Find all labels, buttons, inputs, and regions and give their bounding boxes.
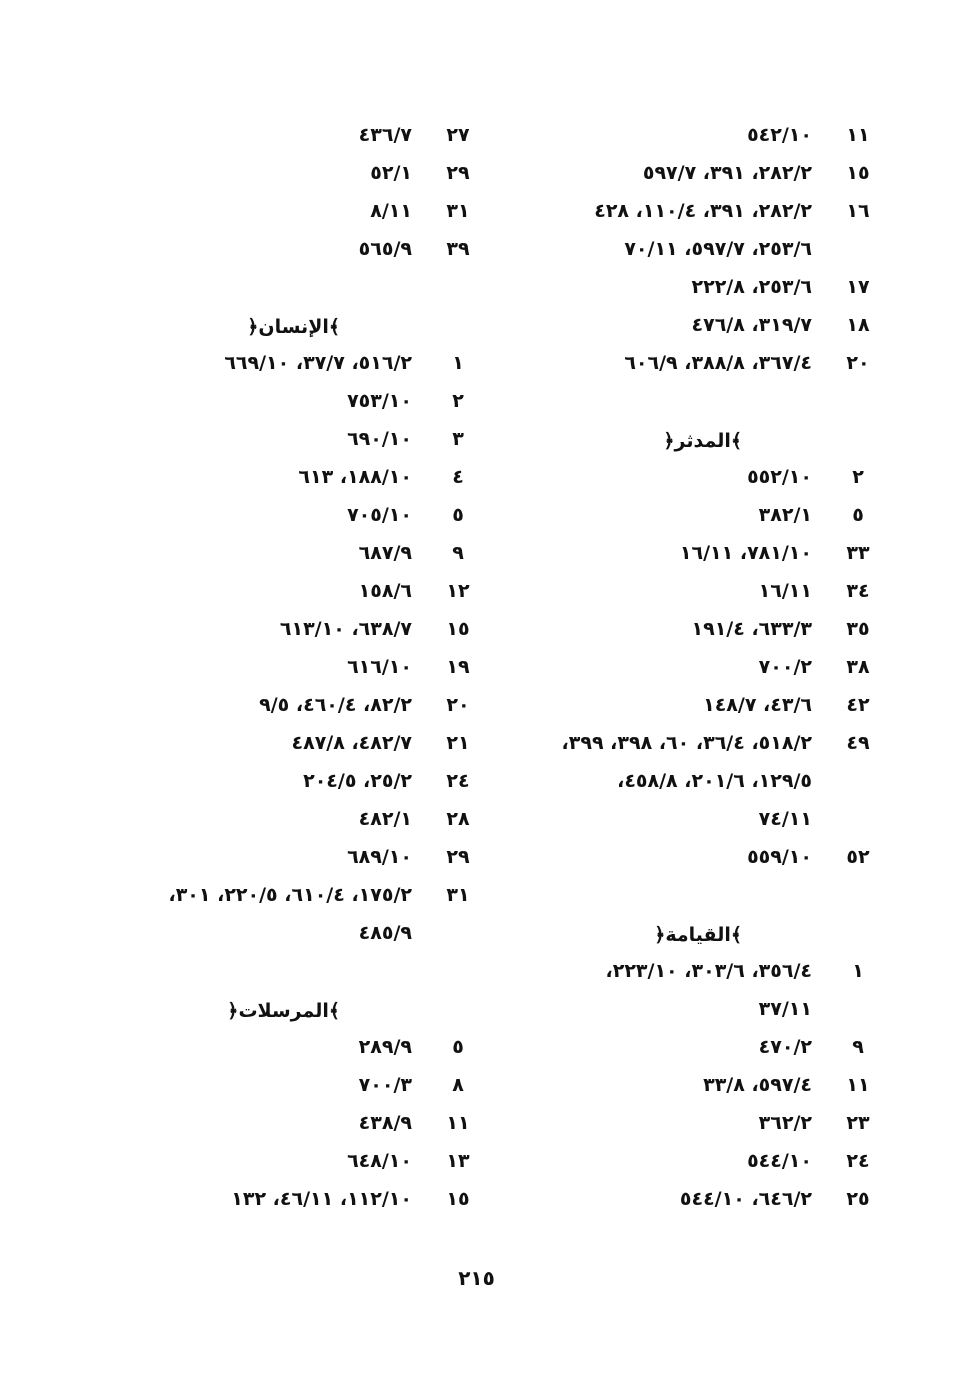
- index-entry: [500, 764, 872, 802]
- volume-page-refs: ٤٣٨/٩: [358, 1112, 412, 1134]
- verse-number: ٢٤: [846, 1150, 870, 1172]
- index-entry: [500, 1182, 872, 1220]
- index-entry: [500, 156, 872, 194]
- verse-number: ٣٨: [846, 656, 870, 678]
- verse-number: ٥: [852, 504, 864, 526]
- index-entry: [100, 726, 472, 764]
- verse-number: ٩: [852, 1036, 864, 1058]
- index-entry: [100, 802, 472, 840]
- volume-page-refs: ٥٤٤/١٠: [747, 1150, 812, 1172]
- index-entry: [500, 954, 872, 992]
- verse-number: ٣٤: [846, 580, 870, 602]
- volume-page-refs: ٥١٨/٢، ٣٦/٤، ٦٠، ٣٩٨، ٣٩٩،: [561, 732, 812, 754]
- section-gap: [500, 384, 872, 422]
- index-entry: [100, 194, 472, 232]
- volume-page-refs: ٣٨٢/١: [758, 504, 812, 526]
- index-entry: [100, 764, 472, 802]
- left-column: [100, 118, 472, 1220]
- verse-number: ٤: [452, 466, 464, 488]
- volume-page-refs: ٢٥٣/٦، ٥٩٧/٧، ٧٠/١١: [624, 238, 812, 260]
- verse-number: ٨: [452, 1074, 464, 1096]
- verse-number: ٢١: [446, 732, 470, 754]
- volume-page-refs: ٧٨١/١٠، ١٦/١١: [679, 542, 812, 564]
- volume-page-refs: ٦٨٩/١٠: [347, 846, 412, 868]
- volume-page-refs: ٤٧٠/٢: [758, 1036, 812, 1058]
- index-entry: [500, 536, 872, 574]
- volume-page-refs: ٧٠٠/٢: [758, 656, 812, 678]
- verse-number: ٢٥: [846, 1188, 870, 1210]
- volume-page-refs: ٤٣٦/٧: [358, 124, 412, 146]
- index-entry: [100, 1068, 472, 1106]
- verse-number: ٤٢: [846, 694, 870, 716]
- verse-number: ١١: [846, 124, 870, 146]
- volume-page-refs: ٥٩٧/٤، ٣٣/٨: [703, 1074, 812, 1096]
- volume-page-refs: ٢٨٢/٢، ٣٩١، ١١٠/٤، ٤٢٨: [594, 200, 812, 222]
- verse-number: ١٧: [846, 276, 870, 298]
- section-gap: [500, 878, 872, 916]
- page-number: ٢١٥: [458, 1266, 495, 1290]
- verse-number: ٣١: [446, 200, 470, 222]
- index-entry: [500, 650, 872, 688]
- index-entry: [500, 1106, 872, 1144]
- verse-number: ١٢: [446, 580, 470, 602]
- volume-page-refs: ٣٦٧/٤، ٣٨٨/٨، ٦٠٦/٩: [624, 352, 812, 374]
- index-entry: [500, 688, 872, 726]
- section-gap: [100, 954, 472, 992]
- index-entry: [500, 308, 872, 346]
- index-entry: [100, 688, 472, 726]
- verse-number: ٥: [452, 504, 464, 526]
- verse-number: ٢٠: [846, 352, 870, 374]
- volume-page-refs: ٤٨٥/٩: [358, 922, 412, 944]
- surah-title: ﴿الإنسان﴾: [247, 316, 340, 338]
- index-entry: [100, 1030, 472, 1068]
- verse-number: ٢٩: [446, 846, 470, 868]
- volume-page-refs: ٧٥٣/١٠: [347, 390, 412, 412]
- verse-number: ٣٣: [846, 542, 870, 564]
- verse-number: ١١: [446, 1112, 470, 1134]
- index-entry: [100, 346, 472, 384]
- verse-number: ٥: [452, 1036, 464, 1058]
- index-entry: [100, 498, 472, 536]
- volume-page-refs: ١٧٥/٢، ٦١٠/٤، ٢٢٠/٥، ٣٠١،: [168, 884, 412, 906]
- verse-number: ٣: [452, 428, 464, 450]
- volume-page-refs: ٦٣٣/٣، ١٩١/٤: [691, 618, 812, 640]
- index-entry: [500, 1068, 872, 1106]
- volume-page-refs: ١١٢/١٠، ٤٦/١١، ١٣٢: [231, 1188, 412, 1210]
- index-entry: [500, 726, 872, 764]
- verse-number: ١٥: [446, 618, 470, 640]
- verse-number: ٢٣: [846, 1112, 870, 1134]
- verse-number: ٢٩: [446, 162, 470, 184]
- volume-page-refs: ٥٢/١: [370, 162, 412, 184]
- index-entry: [100, 1144, 472, 1182]
- verse-number: ٣١: [446, 884, 470, 906]
- volume-page-refs: ٣٥٦/٤، ٣٠٣/٦، ٢٢٣/١٠،: [605, 960, 812, 982]
- index-entry: [500, 346, 872, 384]
- index-entry: [100, 460, 472, 498]
- volume-page-refs: ١٢٩/٥، ٢٠١/٦، ٤٥٨/٨،: [617, 770, 812, 792]
- index-entry: [100, 232, 472, 270]
- verse-number: ١: [852, 960, 864, 982]
- volume-page-refs: ٣١٩/٧، ٤٧٦/٨: [691, 314, 812, 336]
- verse-number: ٢٧: [446, 124, 470, 146]
- verse-number: ١٥: [446, 1188, 470, 1210]
- volume-page-refs: ٧٠٠/٣: [358, 1074, 412, 1096]
- surah-heading: [500, 916, 872, 954]
- index-entry: [500, 992, 872, 1030]
- index-entry: [100, 422, 472, 460]
- index-entry: [100, 156, 472, 194]
- volume-page-refs: ٦٨٧/٩: [358, 542, 412, 564]
- index-entry: [100, 840, 472, 878]
- volume-page-refs: ٥٥٩/١٠: [747, 846, 812, 868]
- volume-page-refs: ٣٧/١١: [758, 998, 812, 1020]
- index-entry: [500, 1030, 872, 1068]
- verse-number: ١٦: [846, 200, 870, 222]
- volume-page-refs: ٥٦٥/٩: [358, 238, 412, 260]
- surah-title: ﴿المدثر﴾: [663, 430, 742, 452]
- index-entry: [100, 536, 472, 574]
- volume-page-refs: ٥١٦/٢، ٣٧/٧، ٦٦٩/١٠: [224, 352, 412, 374]
- index-entry: [500, 574, 872, 612]
- volume-page-refs: ٤٨٢/١: [358, 808, 412, 830]
- volume-page-refs: ٧٠٥/١٠: [347, 504, 412, 526]
- index-entry: [100, 1182, 472, 1220]
- index-entry: [500, 194, 872, 232]
- verse-number: ٣٥: [846, 618, 870, 640]
- index-entry: [100, 1106, 472, 1144]
- index-entry: [500, 840, 872, 878]
- verse-number: ٢٤: [446, 770, 470, 792]
- surah-heading: [100, 992, 472, 1030]
- index-entry: [500, 612, 872, 650]
- volume-page-refs: ٣٦٢/٢: [758, 1112, 812, 1134]
- index-entry: [100, 118, 472, 156]
- verse-number: ١: [452, 352, 464, 374]
- volume-page-refs: ١٨٨/١٠، ٦١٣: [298, 466, 412, 488]
- index-entry: [500, 460, 872, 498]
- volume-page-refs: ٨/١١: [370, 200, 412, 222]
- index-entry: [500, 1144, 872, 1182]
- verse-number: ١٥: [846, 162, 870, 184]
- volume-page-refs: ٤٨٢/٧، ٤٨٧/٨: [291, 732, 412, 754]
- index-entry: [500, 118, 872, 156]
- verse-number: ٢: [452, 390, 464, 412]
- verse-number: ٣٩: [446, 238, 470, 260]
- verse-number: ١٩: [446, 656, 470, 678]
- volume-page-refs: ٢٨٩/٩: [358, 1036, 412, 1058]
- verse-number: ١٣: [446, 1150, 470, 1172]
- surah-heading: [500, 422, 872, 460]
- index-entry: [500, 232, 872, 270]
- volume-page-refs: ١٥٨/٦: [358, 580, 412, 602]
- verse-number: ٥٢: [846, 846, 870, 868]
- volume-page-refs: ٦١٦/١٠: [347, 656, 412, 678]
- volume-page-refs: ٥٥٢/١٠: [747, 466, 812, 488]
- verse-number: ١٨: [846, 314, 870, 336]
- section-gap: [100, 270, 472, 308]
- verse-number: ٢٨: [446, 808, 470, 830]
- volume-page-refs: ٦٤٨/١٠: [347, 1150, 412, 1172]
- index-entry: [100, 916, 472, 954]
- index-entry: [100, 384, 472, 422]
- volume-page-refs: ١٦/١١: [758, 580, 812, 602]
- volume-page-refs: ٤٣/٦، ١٤٨/٧: [703, 694, 812, 716]
- volume-page-refs: ٥٤٢/١٠: [747, 124, 812, 146]
- right-column: [500, 118, 872, 1220]
- verse-number: ٤٩: [846, 732, 870, 754]
- surah-title: ﴿المرسلات﴾: [227, 1000, 340, 1022]
- surah-heading: [100, 308, 472, 346]
- volume-page-refs: ٢٨٢/٢، ٣٩١، ٥٩٧/٧: [642, 162, 812, 184]
- index-entry: [100, 574, 472, 612]
- index-entry: [500, 270, 872, 308]
- verse-number: ٩: [452, 542, 464, 564]
- volume-page-refs: ٢٥/٢، ٢٠٤/٥: [303, 770, 412, 792]
- index-entry: [500, 802, 872, 840]
- index-entry: [100, 612, 472, 650]
- volume-page-refs: ٦٤٦/٢، ٥٤٤/١٠: [679, 1188, 812, 1210]
- volume-page-refs: ٨٢/٢، ٤٦٠/٤، ٩/٥: [259, 694, 412, 716]
- volume-page-refs: ٧٤/١١: [758, 808, 812, 830]
- surah-title: ﴿القيامة﴾: [654, 924, 742, 946]
- verse-number: ٢٠: [446, 694, 470, 716]
- index-entry: [100, 650, 472, 688]
- volume-page-refs: ٢٥٣/٦، ٢٢٢/٨: [691, 276, 812, 298]
- verse-number: ١١: [846, 1074, 870, 1096]
- volume-page-refs: ٦٩٠/١٠: [347, 428, 412, 450]
- verse-number: ٢: [852, 466, 864, 488]
- index-entry: [100, 878, 472, 916]
- index-entry: [500, 498, 872, 536]
- volume-page-refs: ٦٣٨/٧، ٦١٣/١٠: [279, 618, 412, 640]
